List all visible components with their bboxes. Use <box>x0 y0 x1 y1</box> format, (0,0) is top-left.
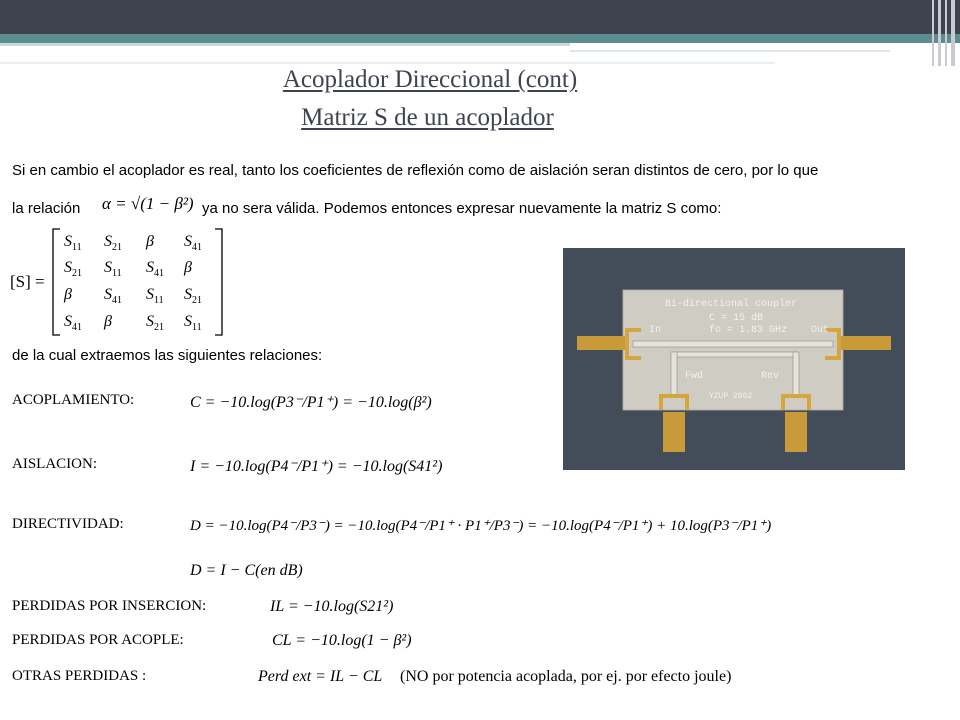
label-otras-perdidas: OTRAS PERDIDAS : <box>12 668 147 684</box>
matrix-cell: $S_{41}$ <box>146 259 164 279</box>
note-otras-perdidas: (NO por potencia acoplada, por ej. por efecto joule) <box>400 668 732 685</box>
board-port-in: In <box>649 325 662 336</box>
matrix-cell: $S_{11}$ <box>104 259 122 279</box>
header-accent-stripe <box>0 34 960 43</box>
board-port-rev: Rev <box>761 371 780 382</box>
matrix-cell: β <box>64 286 72 303</box>
label-acoplamiento: ACOPLAMIENTO: <box>12 392 135 408</box>
paragraph-line-2-prefix: la relación <box>12 200 81 217</box>
board-mark: YZUP 2002 <box>709 392 753 401</box>
matrix-cell: $S_{41}$ <box>184 233 202 253</box>
matrix-cell: $S_{21}$ <box>184 286 202 306</box>
board-port-out: Out <box>811 325 830 336</box>
header-thin-stripe-2 <box>0 62 775 64</box>
matrix-cell: $S_{41}$ <box>64 313 82 333</box>
alpha-relation <box>102 194 194 214</box>
eq-perdidas-insercion: IL = −10.log(S21²) <box>270 598 394 615</box>
board-title: Bi-directional coupler <box>665 299 798 310</box>
eq-otras-perdidas: Perd ext = IL − CL <box>258 668 383 685</box>
eq-acoplamiento: C = −10.log(P3⁻/P1⁺) = −10.log(β²) <box>190 394 432 411</box>
label-aislacion: AISLACION: <box>12 456 97 472</box>
paragraph-line-1: Si en cambio el acoplador es real, tanto los coeficientes de reflexión como de aislación seran distintos de cero, por lo que <box>12 162 819 179</box>
board-frequency: fo = 1.83 GHz <box>709 325 788 336</box>
matrix-cell: $S_{11}$ <box>146 286 164 306</box>
slide-subtitle: Matriz S de un acoplador <box>301 104 554 131</box>
matrix-cell: β <box>184 259 192 276</box>
alpha-relation-text: α = √(1 − β²) <box>102 194 194 213</box>
board-coupling: C = 15 dB <box>709 313 764 324</box>
label-directividad: DIRECTIVIDAD: <box>12 516 124 532</box>
eq-d-i-c: D = I − C(en dB) <box>190 562 303 579</box>
matrix-cell: $S_{21}$ <box>146 313 164 333</box>
matrix-cell: $S_{21}$ <box>64 259 82 279</box>
eq-aislacion: I = −10.log(P4⁻/P1⁺) = −10.log(S41²) <box>190 458 443 475</box>
slide-title: Acoplador Direccional (cont) <box>282 66 578 93</box>
relations-intro: de la cual extraemos las siguientes relaciones: <box>12 347 323 364</box>
matrix-cell: $S_{41}$ <box>104 286 122 306</box>
paragraph-line-2-suffix: ya no sera válida. Podemos entonces expresar nuevamente la matriz S como: <box>202 200 722 217</box>
label-perdidas-insercion: PERDIDAS POR INSERCION: <box>12 598 207 614</box>
matrix-cell: $S_{11}$ <box>64 233 82 253</box>
matrix-label: [S] = <box>10 272 45 291</box>
header-bar <box>0 0 960 34</box>
matrix-cell: β <box>146 233 154 250</box>
header-thin-stripe <box>570 50 890 52</box>
matrix-cell: $S_{11}$ <box>184 313 202 333</box>
board-port-fwd: Fwd <box>685 371 704 382</box>
s-matrix <box>50 226 225 338</box>
label-perdidas-acople: PERDIDAS POR ACOPLE: <box>12 632 184 648</box>
coupler-photo <box>563 248 905 470</box>
eq-directividad: D = −10.log(P4⁻/P3⁻) = −10.log(P4⁻/P1⁺ · P1⁺/P3⁻) = −10.log(P4⁻/P1⁺) + 10.log(P3⁻/P1⁺) <box>190 518 772 534</box>
matrix-cell: β <box>104 313 112 330</box>
header-vertical-lines <box>928 0 960 66</box>
header-light-stripe <box>0 43 570 46</box>
eq-perdidas-acople: CL = −10.log(1 − β²) <box>272 632 412 649</box>
matrix-cell: $S_{21}$ <box>104 233 122 253</box>
